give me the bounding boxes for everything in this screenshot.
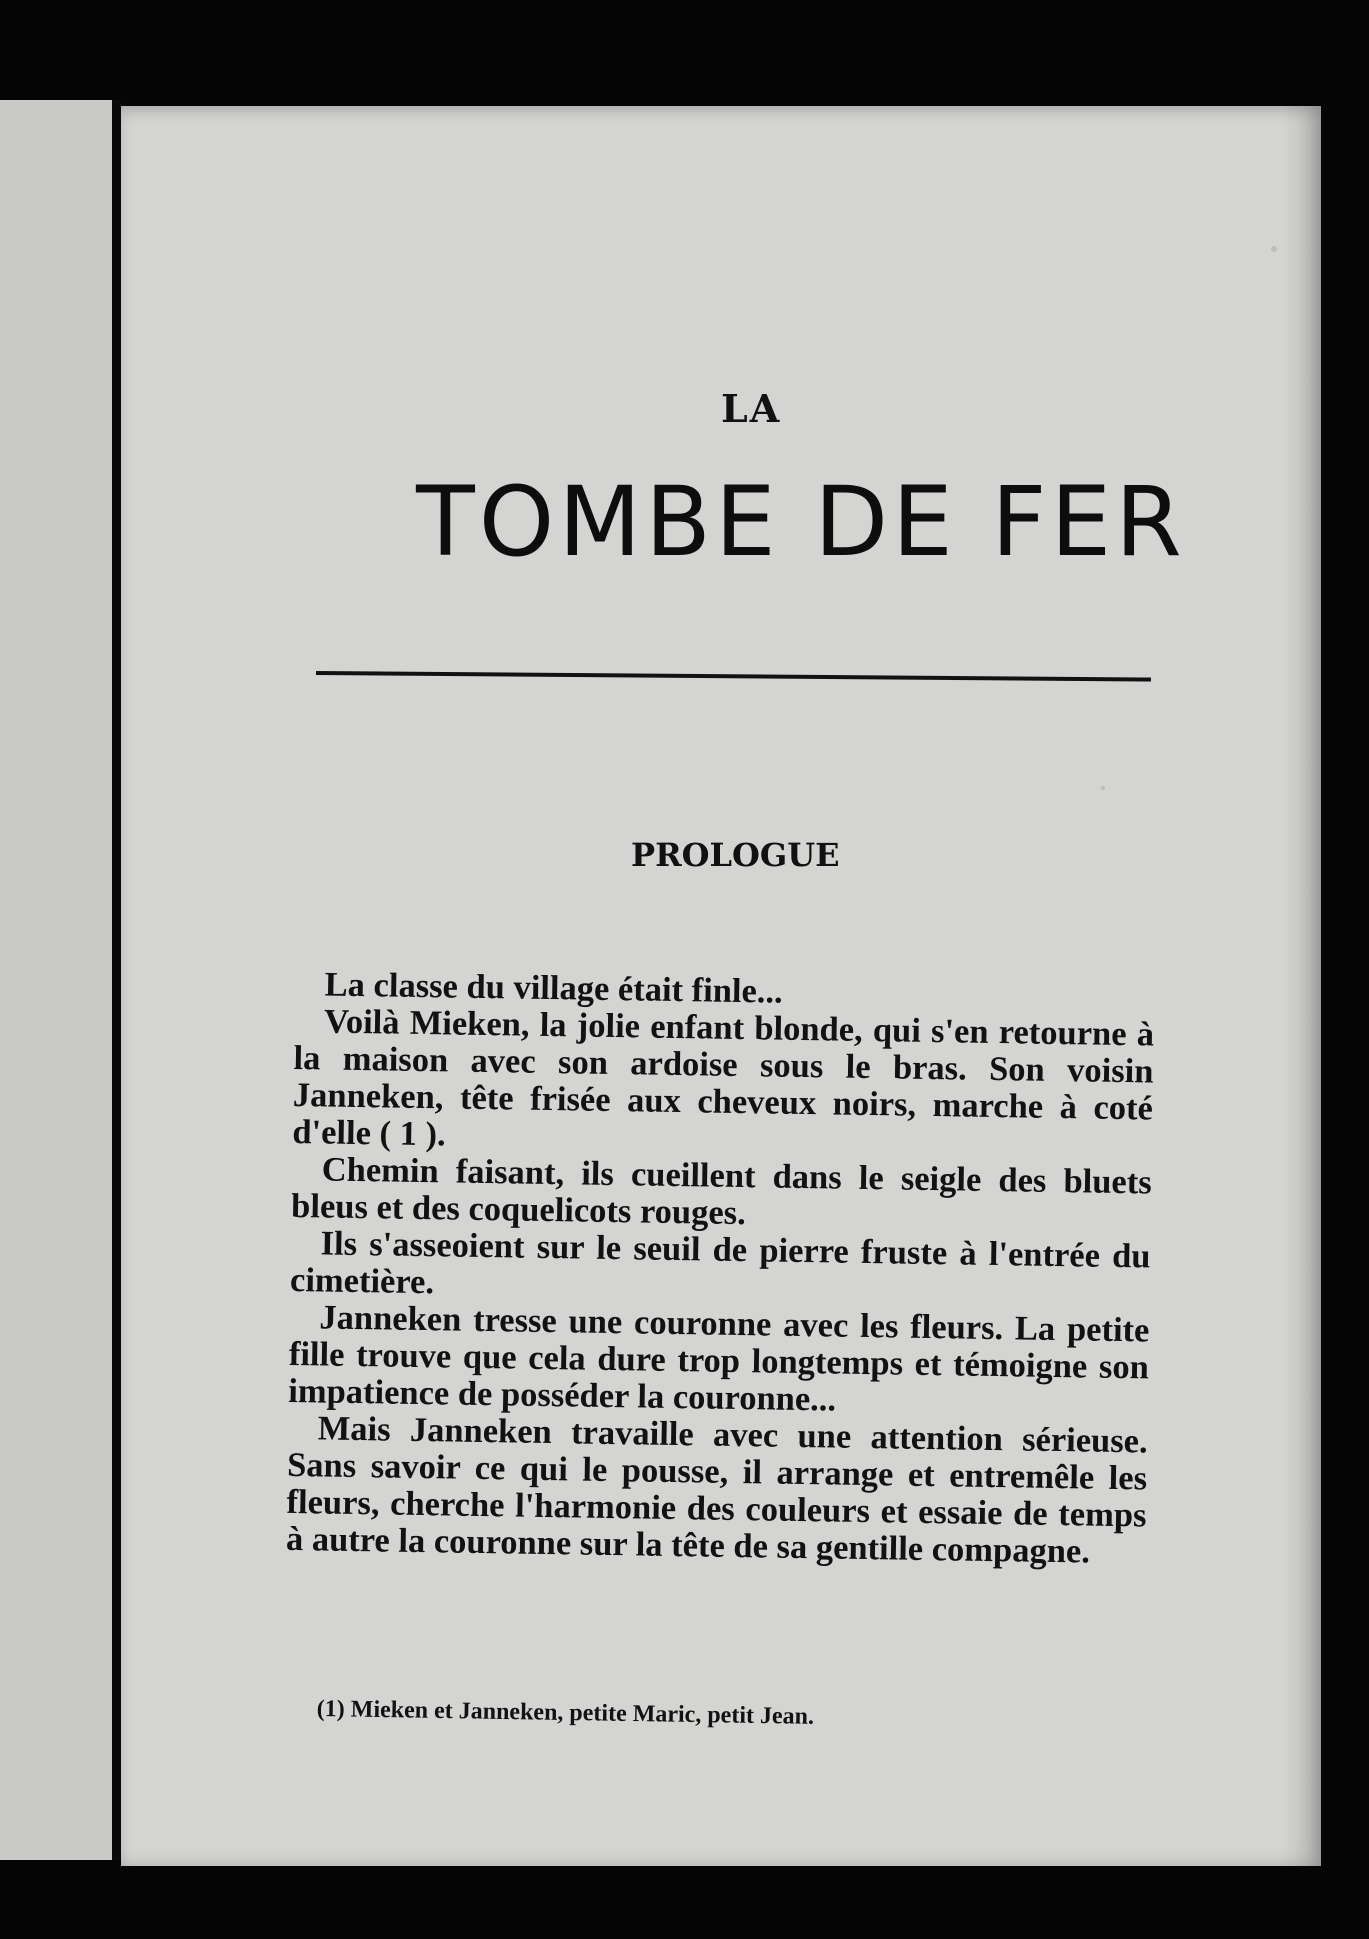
paragraph-1: La classe du village était finle...	[324, 965, 784, 1011]
book-title: TOMBE DE FER	[416, 466, 1186, 578]
paper-speck	[1271, 246, 1277, 252]
chapter-heading: PROLOGUE	[631, 836, 840, 874]
prologue-text	[286, 966, 1155, 1571]
paragraph-2: Voilà Mieken, la jolie enfant blonde, qui s'en retourne à la maison avec son ardoise sous le bras. Son voisin Janneken, tête frisée aux cheveux noirs, marche à coté d'elle ( 1 ).	[292, 1002, 1155, 1154]
paper-speck	[1101, 786, 1105, 790]
footnote: (1) Mieken et Janneken, petite Maric, petit Jean.	[316, 1696, 815, 1730]
title-article: LA	[721, 386, 782, 431]
paragraph-6: Mais Janneken travaille avec une attention sérieuse. Sans savoir ce qui le pousse, il arrange et entremêle les fleurs, cherche l'harmonie des couleurs et essaie de temps à autre la couronne sur la tête de sa gentille compagne.	[285, 1409, 1148, 1571]
book-page	[121, 106, 1321, 1866]
paragraph-5: Janneken tresse une couronne avec les fleurs. La petite fille trouve que cela dure trop longtemps et témoigne son impatience de posséder la couronne...	[288, 1298, 1150, 1419]
title-rule	[316, 671, 1151, 682]
book-spine	[112, 100, 121, 1860]
page-shadow	[1281, 106, 1321, 1866]
paragraph-4: Ils s'asseoient sur le seuil de pierre fruste à l'entrée du cimetière.	[289, 1224, 1151, 1302]
facing-page-edge	[0, 100, 112, 1860]
paragraph-3: Chemin faisant, ils cueillent dans le seigle des bluets bleus et des coquelicots rouges.	[290, 1150, 1153, 1233]
